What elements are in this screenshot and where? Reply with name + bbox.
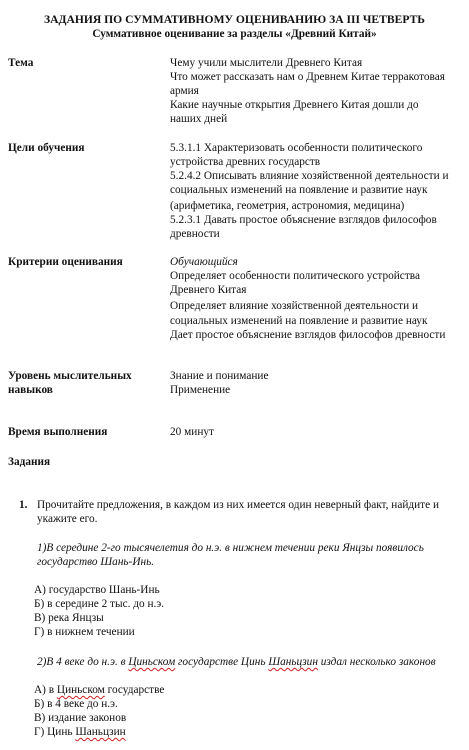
- criteria-line: Дает простое объяснение взглядов философов древности: [170, 329, 446, 341]
- task-text-line: укажите его.: [37, 513, 98, 525]
- skills-values: [170, 369, 269, 397]
- topic-line: армия: [170, 85, 199, 97]
- sentence-2: [37, 655, 436, 669]
- option-item: Г) в нижнем течении: [34, 626, 135, 638]
- skills-label: [8, 369, 132, 397]
- time-value: 20 минут: [170, 426, 214, 438]
- option-item: В) издание законов: [34, 712, 127, 724]
- criteria-label: Критерии оценивания: [8, 256, 123, 268]
- option-text: Г) Цинь: [34, 726, 76, 738]
- sentence-2-part: издал несколько законов: [317, 656, 436, 668]
- option-item: В) река Янцзы: [34, 612, 104, 624]
- goal-line: (арифметика, геометрия, астрономия, медицина): [170, 200, 405, 212]
- option-item: [34, 683, 164, 697]
- sentence-1-line: 1)В середине 2-го тысячелетия до н.э. в нижнем течении реки Янцзы появилось: [37, 542, 424, 554]
- goal-line: 5.3.1.1 Характеризовать особенности политического: [170, 142, 423, 154]
- misspelled-word: Шаньцзин: [268, 656, 318, 668]
- skills-label-line: навыков: [8, 384, 53, 396]
- misspelled-word: Циньском: [128, 656, 176, 668]
- goal-line: социальных изменений на появление и развитие наук: [170, 184, 428, 196]
- time-label: Время выполнения: [8, 426, 108, 438]
- sentence-1-line: государство Шань-Инь.: [37, 556, 155, 568]
- sentence-1: [37, 541, 424, 569]
- topic-line: Что может рассказать нам о Древнем Китае терракотовая: [170, 71, 445, 83]
- option-item: А) государство Шань-Инь: [34, 584, 160, 596]
- goal-line: устройства древних государств: [170, 156, 321, 168]
- page-title: ЗАДАНИЯ ПО СУММАТИВНОМУ ОЦЕНИВАНИЮ ЗА III ЧЕТВЕРТЬ: [44, 13, 425, 26]
- skills-line: Применение: [170, 384, 231, 396]
- topic-line: Какие научные открытия Древнего Китая дошли до: [170, 99, 419, 111]
- task-number: 1.: [19, 499, 28, 511]
- goals-label: Цели обучения: [8, 142, 85, 154]
- criteria-line: Определяет особенности политического устройства: [170, 270, 420, 282]
- options-2: [34, 683, 164, 739]
- criteria-heading: Обучающийся: [170, 256, 238, 268]
- criteria-line: Древнего Китая: [170, 284, 247, 296]
- misspelled-word: Циньском: [56, 684, 105, 696]
- tasks-heading: Задания: [8, 456, 51, 468]
- goal-line: древности: [170, 228, 220, 240]
- task-text-line: Прочитайте предложения, в каждом из них имеется один неверный факт, найдите и: [37, 499, 440, 511]
- sentence-2-part: государстве Цинь: [175, 656, 269, 668]
- goal-line: 5.2.3.1 Давать простое объяснение взглядов философов: [170, 214, 437, 226]
- sentence-2-part: 2)В 4 веке до н.э. в: [37, 656, 129, 668]
- option-text: государстве: [104, 684, 165, 696]
- topic-values: [170, 56, 445, 126]
- criteria-values: [170, 255, 445, 342]
- criteria-line: социальных изменений на появление и развитие наук: [170, 315, 428, 327]
- options-1: [34, 583, 164, 639]
- task-text: [37, 498, 439, 526]
- option-item: Б) в середине 2 тыс. до н.э.: [34, 598, 165, 610]
- option-item: Б) в 4 веке до н.э.: [34, 698, 118, 710]
- option-text: А) в: [34, 684, 57, 696]
- topic-line: Чему учили мыслители Древнего Китая: [170, 57, 363, 69]
- topic-label: Тема: [8, 57, 34, 69]
- skills-label-line: Уровень мыслительных: [8, 370, 132, 382]
- page-subtitle: Суммативное оценивание за разделы «Древний Китай»: [92, 28, 377, 40]
- criteria-line: Определяет влияние хозяйственной деятельности и: [170, 300, 419, 312]
- topic-line: наших дней: [170, 113, 228, 125]
- goal-line: 5.2.4.2 Описывать влияние хозяйственной деятельности и: [170, 170, 449, 182]
- misspelled-word: Шаньцзин: [75, 726, 126, 738]
- goals-values: [170, 141, 449, 241]
- skills-line: Знание и понимание: [170, 370, 269, 382]
- option-item: [34, 725, 164, 739]
